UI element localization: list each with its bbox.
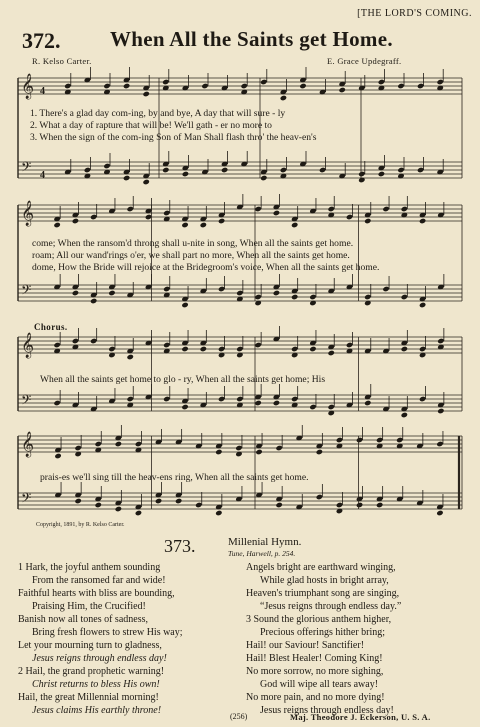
note-head bbox=[378, 171, 385, 177]
note-head bbox=[155, 498, 162, 504]
copyright-note: Copyright, 1891, by R. Kelso Carter. bbox=[36, 522, 125, 528]
note-head bbox=[273, 210, 280, 216]
note-head bbox=[201, 83, 208, 89]
page-number: (256) bbox=[230, 712, 248, 721]
verse-line: 1 Hark, the joyful anthem sounding bbox=[18, 562, 161, 573]
note-head bbox=[74, 498, 81, 504]
note-head bbox=[255, 449, 262, 455]
verse-line: Bring fresh flowers to strew His way; bbox=[32, 627, 183, 638]
note-head bbox=[316, 494, 323, 500]
verse-line: Hail, the great Millennial morning! bbox=[18, 692, 159, 703]
note-head bbox=[95, 441, 102, 447]
note-head bbox=[143, 91, 150, 97]
note-head bbox=[378, 79, 385, 85]
note-head bbox=[90, 214, 97, 220]
note-head bbox=[309, 346, 316, 352]
note-head bbox=[336, 437, 343, 443]
verse-line: While glad hosts in bright array, bbox=[260, 575, 389, 586]
note-head bbox=[241, 83, 248, 89]
note-head bbox=[90, 338, 97, 344]
note-head bbox=[254, 342, 261, 348]
note-head bbox=[54, 453, 61, 459]
note-head bbox=[182, 171, 189, 177]
right-column-verses bbox=[246, 561, 401, 717]
note-head bbox=[127, 206, 134, 212]
note-head bbox=[181, 302, 188, 308]
note-head bbox=[319, 167, 326, 173]
note-head bbox=[437, 79, 444, 85]
treble-clef-icon: 𝄞 bbox=[21, 201, 35, 226]
composer-credit: R. Kelso Carter. bbox=[32, 56, 92, 66]
note-head bbox=[162, 79, 169, 85]
bass-clef-icon: 𝄢 bbox=[21, 392, 32, 411]
note-head bbox=[280, 167, 287, 173]
note-head bbox=[53, 342, 60, 348]
note-head bbox=[401, 412, 408, 418]
note-head bbox=[437, 408, 444, 414]
note-head bbox=[364, 294, 371, 300]
note-head bbox=[382, 286, 389, 292]
note-head bbox=[364, 218, 371, 224]
verse-line: God will wipe all tears away! bbox=[260, 679, 379, 690]
note-head bbox=[123, 175, 130, 181]
verse-line: dome, How the Bride will rejoice at the Bridegroom's voice, When all the saints get home. bbox=[32, 262, 380, 273]
note-head bbox=[195, 502, 202, 508]
verse-line: Jesus reigns through endless day! bbox=[260, 705, 394, 716]
note-head bbox=[396, 437, 403, 443]
note-head bbox=[436, 510, 443, 516]
verse-line: “Jesus reigns through endless day.” bbox=[260, 601, 402, 612]
note-head bbox=[397, 83, 404, 89]
note-head bbox=[346, 342, 353, 348]
note-head bbox=[401, 346, 408, 352]
verse-line: Heaven's triumphant song are singing, bbox=[246, 588, 400, 599]
verse-line: Banish now all tones of sadness, bbox=[18, 614, 148, 625]
note-head bbox=[401, 294, 408, 300]
note-head bbox=[143, 179, 150, 185]
note-head bbox=[236, 396, 243, 402]
left-column-verses bbox=[18, 561, 183, 717]
note-head bbox=[145, 214, 152, 220]
section-tag: [THE LORD'S COMING. bbox=[357, 8, 472, 19]
treble-clef-icon: 𝄞 bbox=[21, 432, 35, 457]
note-head bbox=[382, 206, 389, 212]
verse-line: roam; All our wand'rings o'er, we shall part no more, When all the saints get home. bbox=[32, 250, 350, 261]
note-head bbox=[218, 396, 225, 402]
note-head bbox=[417, 167, 424, 173]
note-head bbox=[215, 510, 222, 516]
note-head bbox=[254, 206, 261, 212]
verse-line: Christ returns to bless His own! bbox=[32, 679, 160, 690]
note-head bbox=[397, 167, 404, 173]
bass-clef-icon: 𝄢 bbox=[21, 159, 32, 178]
note-head bbox=[72, 290, 79, 296]
verse-line: 3 Sound the glorious anthem higher, bbox=[246, 614, 392, 625]
note-head bbox=[275, 502, 282, 508]
note-head bbox=[123, 83, 130, 89]
hymn-number: 372. bbox=[22, 28, 61, 53]
note-head bbox=[218, 286, 225, 292]
verse-line: 1. There's a glad day com-ing, by and bye, A day that will sure - ly bbox=[30, 108, 286, 119]
note-head bbox=[127, 354, 134, 360]
note-head bbox=[419, 396, 426, 402]
note-head bbox=[260, 175, 267, 181]
note-head bbox=[336, 502, 343, 508]
verse-line: 2 Hail, the grand prophetic warning! bbox=[18, 666, 165, 677]
note-head bbox=[127, 396, 134, 402]
chorus-line: When all the saints get home to glo - ry, When all the saints get home; His bbox=[40, 374, 326, 385]
note-head bbox=[108, 346, 115, 352]
note-head bbox=[163, 342, 170, 348]
verse-line: Precious offerings hither bring; bbox=[260, 627, 386, 638]
verse-line: From the ransomed far and wide! bbox=[32, 575, 166, 586]
verse-line: 3. When the sign of the com-ing Son of Man Shall flash thro' the heav-en's bbox=[30, 132, 317, 143]
hymn-title: When All the Saints get Home. bbox=[110, 27, 393, 51]
note-head bbox=[236, 290, 243, 296]
note-head bbox=[309, 404, 316, 410]
note-head bbox=[108, 290, 115, 296]
note-head bbox=[419, 346, 426, 352]
note-head bbox=[163, 396, 170, 402]
note-head bbox=[356, 437, 363, 443]
note-head bbox=[221, 167, 228, 173]
note-head bbox=[358, 171, 365, 177]
verse-lines-system-1 bbox=[30, 108, 317, 144]
note-head bbox=[346, 214, 353, 220]
verse-line: Praising Him, the Crucified! bbox=[32, 601, 146, 612]
note-head bbox=[218, 218, 225, 224]
note-head bbox=[328, 206, 335, 212]
note-head bbox=[163, 210, 170, 216]
note-head bbox=[135, 510, 142, 516]
note-head bbox=[64, 83, 71, 89]
note-head bbox=[103, 163, 110, 169]
hymn-number: 373. bbox=[164, 536, 196, 556]
note-head bbox=[235, 445, 242, 451]
lyricist-credit: E. Grace Updegraff. bbox=[327, 56, 402, 66]
note-head bbox=[309, 294, 316, 300]
note-head bbox=[419, 218, 426, 224]
note-head bbox=[401, 206, 408, 212]
note-head bbox=[437, 338, 444, 344]
note-head bbox=[95, 502, 102, 508]
note-head bbox=[328, 350, 335, 356]
note-head bbox=[90, 298, 97, 304]
hymn-title: Millenial Hymn. bbox=[228, 536, 302, 548]
note-head bbox=[275, 445, 282, 451]
verse-line: come; When the ransom'd throng shall u-nite in song, When all the saints get home. bbox=[32, 238, 354, 249]
note-head bbox=[436, 441, 443, 447]
note-head bbox=[273, 400, 280, 406]
note-head bbox=[181, 404, 188, 410]
treble-clef-icon: 𝄞 bbox=[21, 333, 35, 358]
note-head bbox=[72, 218, 79, 224]
time-signature: 4 bbox=[40, 170, 45, 181]
note-head bbox=[200, 346, 207, 352]
note-head bbox=[280, 95, 287, 101]
note-head bbox=[135, 441, 142, 447]
note-head bbox=[162, 167, 169, 173]
note-head bbox=[53, 222, 60, 228]
note-head bbox=[218, 346, 225, 352]
note-head bbox=[254, 294, 261, 300]
note-head bbox=[84, 167, 91, 173]
note-head bbox=[339, 87, 346, 93]
chorus-label: Chorus. bbox=[34, 322, 68, 332]
note-head bbox=[316, 449, 323, 455]
verse-line: No more sorrow, no more sighing, bbox=[246, 666, 384, 677]
note-head bbox=[181, 346, 188, 352]
note-head bbox=[103, 83, 110, 89]
note-head bbox=[53, 400, 60, 406]
note-head bbox=[299, 83, 306, 89]
verse-line: Let your mourning turn to gladness, bbox=[18, 640, 162, 651]
verse-line: No more pain, and no more dying! bbox=[246, 692, 385, 703]
note-head bbox=[236, 346, 243, 352]
note-head bbox=[291, 346, 298, 352]
verse-line: Faithful hearts with bliss are bounding, bbox=[18, 588, 175, 599]
note-head bbox=[254, 400, 261, 406]
note-head bbox=[74, 445, 81, 451]
hymn-author: Maj. Theodore J. Eckerson, U. S. A. bbox=[290, 712, 431, 722]
note-head bbox=[273, 290, 280, 296]
verse-line: Hail! Blest Healer! Coming King! bbox=[246, 653, 383, 664]
note-head bbox=[163, 286, 170, 292]
note-head bbox=[115, 506, 122, 512]
note-head bbox=[291, 222, 298, 228]
time-signature: 4 bbox=[40, 86, 45, 97]
bass-clef-icon: 𝄢 bbox=[21, 490, 32, 509]
note-head bbox=[215, 449, 222, 455]
note-head bbox=[72, 338, 79, 344]
note-head bbox=[115, 441, 122, 447]
note-head bbox=[364, 400, 371, 406]
verse-line: Hail! our Saviour! Sanctifier! bbox=[246, 640, 365, 651]
note-head bbox=[328, 404, 335, 410]
verse-line: Jesus claims His earthly throne! bbox=[32, 705, 162, 716]
verse-line: Angels bright are earthward winging, bbox=[246, 562, 396, 573]
verse-line: Jesus reigns through endless day! bbox=[32, 653, 167, 664]
verse-lines-system-2 bbox=[32, 238, 379, 274]
note-head bbox=[175, 498, 182, 504]
treble-clef-icon: 𝄞 bbox=[21, 74, 35, 99]
note-head bbox=[291, 294, 298, 300]
note-head bbox=[376, 502, 383, 508]
note-head bbox=[417, 83, 424, 89]
note-head bbox=[260, 79, 267, 85]
note-head bbox=[181, 222, 188, 228]
chorus-line: prais-es we'll sing till the heav-ens ring, When all the saints get home. bbox=[40, 472, 309, 483]
tune-reference: Tune, Harwell, p. 254. bbox=[228, 549, 296, 558]
note-head bbox=[356, 502, 363, 508]
verse-line: 2. What a day of rapture that will be! We'll gath - er no more to bbox=[30, 120, 272, 131]
note-head bbox=[291, 396, 298, 402]
note-head bbox=[376, 437, 383, 443]
bass-clef-icon: 𝄢 bbox=[21, 282, 32, 301]
note-head bbox=[419, 302, 426, 308]
note-head bbox=[200, 222, 207, 228]
